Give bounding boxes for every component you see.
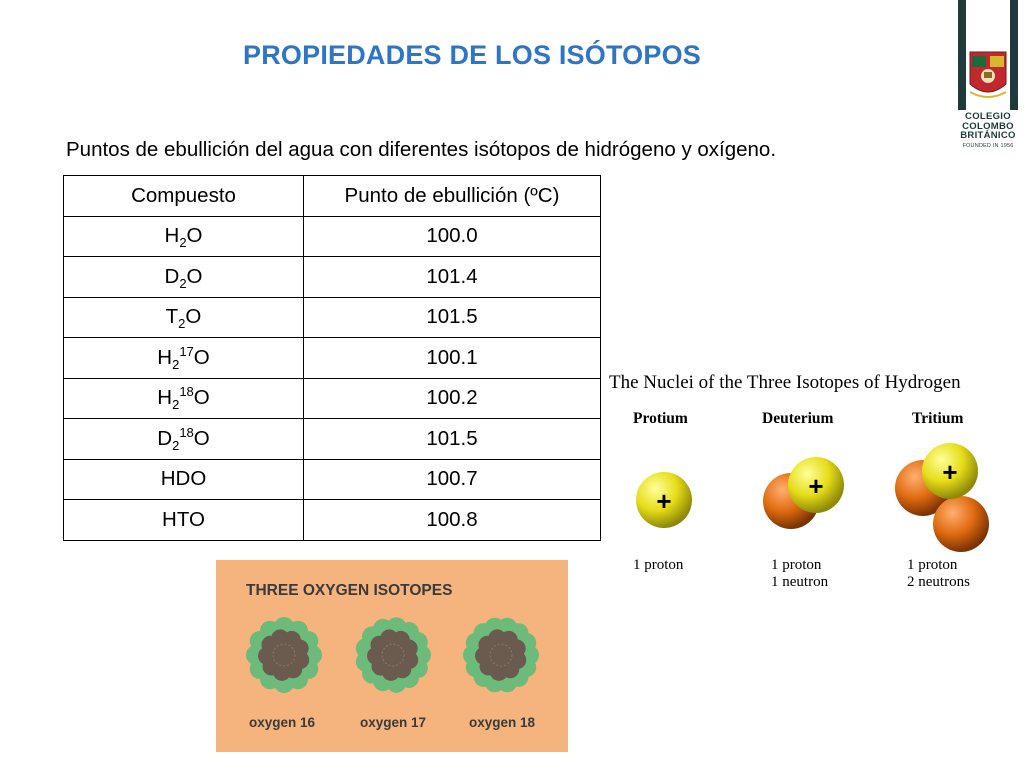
value-cell: 100.8 xyxy=(304,500,601,541)
page-subtitle: Puntos de ebullición del agua con diferentes isótopos de hidrógeno y oxígeno. xyxy=(66,138,777,161)
tritium-label: Tritium xyxy=(912,410,964,427)
tritium-caption: 1 proton 2 neutrons xyxy=(907,557,970,590)
oxygen-18-caption: oxygen 18 xyxy=(469,715,536,730)
oxygen-nucleus xyxy=(356,617,431,693)
compound-cell: HDO xyxy=(64,459,304,500)
hydrogen-isotopes-figure xyxy=(605,370,1015,600)
value-cell: 101.5 xyxy=(304,297,601,338)
protium-caption: 1 proton xyxy=(633,557,684,573)
header-compuesto: Compuesto xyxy=(64,176,304,217)
oxygen-17-caption: oxygen 17 xyxy=(360,715,427,730)
oxygen-nucleus xyxy=(246,617,322,693)
deuterium-caption: 1 proton 1 neutron xyxy=(771,557,829,590)
compound-cell: $T_2O$ xyxy=(64,297,304,338)
boiling-points-table xyxy=(63,175,601,541)
compound-cell: $H_2^{18}O$ xyxy=(64,378,304,419)
value-cell: 100.2 xyxy=(304,378,601,419)
nucleon-center xyxy=(273,644,295,666)
nucleon-center xyxy=(490,644,512,666)
table-row xyxy=(64,216,601,257)
oxygen-figure-title: THREE OXYGEN ISOTOPES xyxy=(246,582,453,599)
table-row xyxy=(64,378,601,419)
deuterium-label: Deuterium xyxy=(762,410,834,427)
hydrogen-figure-title: The Nuclei of the Three Isotopes of Hydrogen xyxy=(609,372,961,393)
page-title: PROPIEDADES DE LOS ISÓTOPOS xyxy=(243,40,701,70)
logo-line-2: COLOMBO xyxy=(962,120,1014,132)
value-cell: 100.1 xyxy=(304,338,601,379)
oxygen-isotopes-figure xyxy=(216,560,568,752)
plus-sign: + xyxy=(808,471,824,501)
compound-cell: $D_2^{18}O$ xyxy=(64,419,304,460)
logo-line-3: BRITÁNICO xyxy=(960,130,1016,141)
plus-sign: + xyxy=(656,486,672,516)
logo-line-1: COLEGIO xyxy=(965,111,1011,122)
table-header-row xyxy=(64,176,601,217)
school-logo xyxy=(958,0,1018,155)
compound-cell: $D_2O$ xyxy=(64,257,304,298)
nucleon-center xyxy=(382,644,404,666)
table-row xyxy=(64,338,601,379)
oxygen-nucleus xyxy=(463,618,539,693)
value-cell: 101.5 xyxy=(304,419,601,460)
value-cell: 100.7 xyxy=(304,459,601,500)
neutron-sphere xyxy=(933,496,989,552)
table-row xyxy=(64,459,601,500)
compound-cell: HTO xyxy=(64,500,304,541)
compound-cell: $H_2O$ xyxy=(64,216,304,257)
table-row xyxy=(64,419,601,460)
oxygen-16-caption: oxygen 16 xyxy=(249,715,316,730)
plus-sign: + xyxy=(942,457,958,487)
table-row xyxy=(64,257,601,298)
value-cell: 101.4 xyxy=(304,257,601,298)
table-row xyxy=(64,297,601,338)
protium-label: Protium xyxy=(633,410,688,427)
compound-cell: $H_2^{17}O$ xyxy=(64,338,304,379)
value-cell: 100.0 xyxy=(304,216,601,257)
table-row xyxy=(64,500,601,541)
logo-founded: FOUNDED IN 1956 xyxy=(962,143,1014,149)
crest-icon xyxy=(958,0,1018,110)
header-punto: Punto de ebullición (ºC) xyxy=(304,176,601,217)
